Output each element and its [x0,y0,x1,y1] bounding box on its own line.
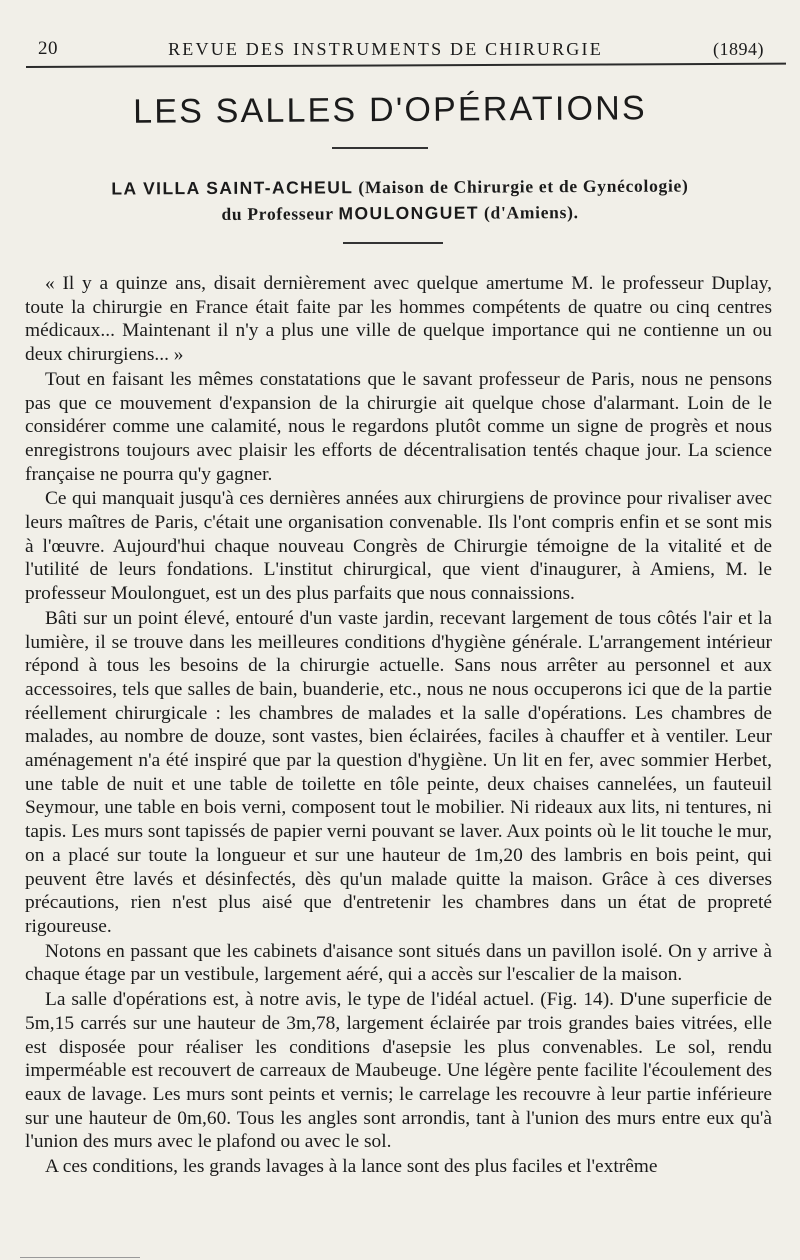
subtitle-divider [343,242,443,244]
villa-name: LA VILLA SAINT-ACHEUL [111,177,354,199]
villa-description: (Maison de Chirurgie et de Gynécologie) [358,175,689,198]
article-subtitle [30,172,770,228]
paragraph: A ces conditions, les grands lavages à la lance sont des plus faciles et l'extrême [45,1156,658,1178]
paragraph: Tout en faisant les mêmes constatations que le savant professeur de Paris, nous ne pensons pas que ce mouvement d'expansion de la chirurgie ait quelque chose d'alarmant. Loin de le considérer comme une calamité, nous le regardons plutôt comme un signe de progrès et nous enregistrons toujours avec plaisir les efforts de décentralisation tentés chaque jour. La science française ne pourra qu'y gagner. [25,368,772,485]
page-number: 20 [38,38,58,59]
paragraph: Bâti sur un point élevé, entouré d'un vaste jardin, recevant largement de tous côtés l'air et la lumière, il se trouve dans les meilleures conditions d'hygiène générale. L'arrangement intérieur répond à tous les besoins de la chirurgie actuelle. Sans nous arrêter au personnel et aux accessoires, tels que salles de bain, buanderie, etc., nous ne nous occuperons ici que de la partie réellement chirurgicale : les chambres de malades et la salle d'opérations. Les chambres de malades, au nombre de douze, sont vastes, bien éclairées, faciles à chauffer et à ventiler. Leur aménagement n'a été inspiré que par la question d'hygiène. Un lit en fer, avec sommier Herbet, une table de nuit et une table de toilette en tôle peinte, deux chaises cannelées, un fauteuil Seymour, une table en bois verni, composent tout le mobilier. Ni rideaux aux lits, ni tentures, ni tapis. Les murs sont tapissés de papier verni pouvant se laver. Aux points où le lit touche le mur, on a placé sur toute la longueur et sur une hauteur de 1m,20 des lambris en bois peint, qui peuvent être lavés et désinfectés, dès qu'un malade quitte la maison. Grâce à ces diverses précautions, rien n'est plus aisé que d'entretenir les chambres dans un état de propreté rigoureuse. [25,607,772,937]
journal-title: REVUE DES INSTRUMENTS DE CHIRURGIE [168,39,603,59]
journal-year: (1894) [713,39,764,59]
title-divider [332,147,428,149]
subtitle-line-1 [30,172,770,202]
subtitle-line-2 [30,198,770,228]
paragraph: Ce qui manquait jusqu'à ces dernières années aux chirurgiens de province pour rivaliser avec leurs maîtres de Paris, c'était une organisation convenable. Ils l'ont compris enfin et se sont mis à l'œuvre. Aujourd'hui chaque nouveau Congrès de Chirurgie témoigne de la vitalité et de l'utilité de leurs fondations. L'institut chirurgical, que vient d'inaugurer, à Amiens, M. le professeur Moulonguet, est un des plus parfaits que nous connaissions. [25,488,772,605]
paragraph: La salle d'opérations est, à notre avis, le type de l'idéal actuel. (Fig. 14). D'une superficie de 5m,15 carrés sur une hauteur de 3m,78, largement éclairée par trois grandes baies vitrées, elle est disposée pour réaliser les conditions d'asepsie les plus convenables. Le sol, rendu imperméable est recouvert de carreaux de Maubeuge. Une légère pente facilite l'écoulement des eaux de lavage. Les murs sont peints et vernis; le carrelage les recouvre à leur partie inférieure sur une hauteur de 0m,60. Tous les angles sont arrondis, tant à l'union des murs entre eux qu'à l'union des murs avec le plafond ou avec le sol. [25,989,772,1153]
paragraph: Notons en passant que les cabinets d'aisance sont situés dans un pavillon isolé. On y arrive à chaque étage par un vestibule, largement aéré, qui a accès sur l'escalier de la maison. [25,940,772,986]
article-body [25,272,772,1179]
professor-city: (d'Amiens). [483,202,579,223]
bottom-edge-mark [20,1257,140,1258]
header-rule [26,63,786,68]
professor-prefix: du Professeur [221,203,334,224]
professor-name: MOULONGUET [338,202,479,224]
running-head [26,24,774,60]
article-title: LES SALLES D'OPÉRATIONS [132,89,647,131]
paragraph: « Il y a quinze ans, disait dernièrement avec quelque amertume M. le professeur Duplay, toute la chirurgie en France était faite par les hommes compétents de quatre ou cinq centres médicaux... Maintenant il n'y a plus une ville de quelque importance qui ne contienne un ou deux chirurgiens... » [25,273,772,366]
